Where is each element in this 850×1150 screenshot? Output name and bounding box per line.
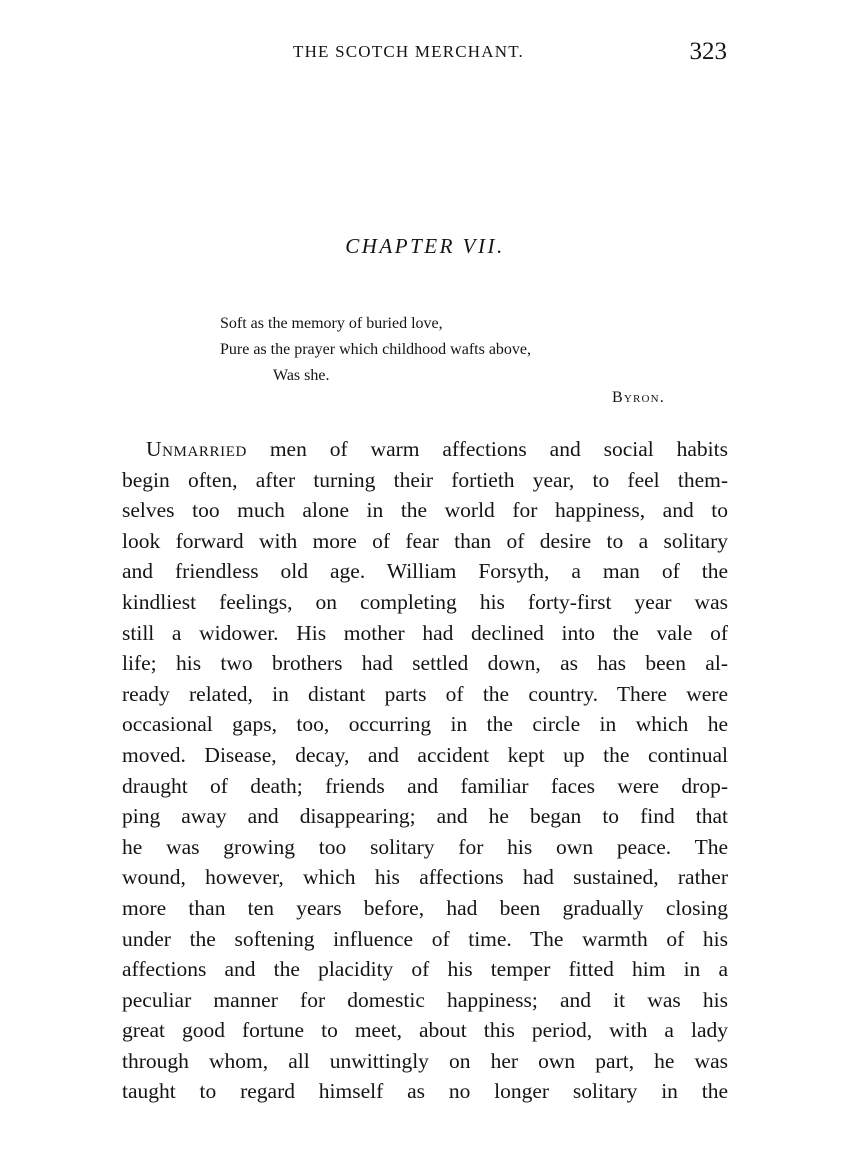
epigraph-line: Pure as the prayer which childhood wafts above, <box>220 341 532 358</box>
page-number: 323 <box>689 38 727 65</box>
body-line: begin often, after turning their fortieth year, to feel them- <box>122 467 728 492</box>
body-line: wound, however, which his affections had sustained, rather <box>122 865 728 890</box>
epigraph-line: Was she. <box>273 367 330 384</box>
body-line: look forward with more of fear than of desire to a solitary <box>122 528 728 553</box>
running-head <box>122 40 727 70</box>
body-line: peculiar manner for domestic happiness; and it was his <box>122 987 728 1012</box>
body-line: under the softening influence of time. The warmth of his <box>122 926 728 951</box>
body-line: kindliest feelings, on completing his forty-first year was <box>122 589 728 614</box>
body-line: he was growing too solitary for his own peace. The <box>122 834 728 859</box>
body-line: more than ten years before, had been gradually closing <box>122 895 728 920</box>
chapter-heading: CHAPTER VII. <box>345 234 505 258</box>
body-line: great good fortune to meet, about this period, with a lady <box>122 1018 728 1043</box>
epigraph-attribution: Byron. <box>611 389 665 406</box>
body-line: and friendless old age. William Forsyth, a man of the <box>122 559 728 584</box>
running-title: THE SCOTCH MERCHANT. <box>293 42 524 61</box>
body-line: life; his two brothers had settled down, as has been al- <box>122 651 728 676</box>
body-line: selves too much alone in the world for happiness, and to <box>122 498 728 523</box>
body-line <box>122 434 728 465</box>
body-line: through whom, all unwittingly on her own part, he was <box>122 1048 728 1073</box>
body-line: ready related, in distant parts of the country. There were <box>122 681 728 706</box>
body-line: affections and the placidity of his temper fitted him in a <box>122 957 728 982</box>
body-line: still a widower. His mother had declined into the vale of <box>122 620 728 645</box>
body-line-text: men of warm affections and social habits <box>246 437 728 461</box>
opening-word: Unmarried <box>146 437 247 461</box>
body-line: draught of death; friends and familiar faces were drop- <box>122 773 728 798</box>
epigraph-line: Soft as the memory of buried love, <box>220 315 443 332</box>
body-line: moved. Disease, decay, and accident kept up the continual <box>122 742 728 767</box>
body-line: ping away and disappearing; and he began to find that <box>122 804 728 829</box>
body-line: occasional gaps, too, occurring in the circle in which he <box>122 712 728 737</box>
body-line: taught to regard himself as no longer solitary in the <box>122 1079 728 1104</box>
epigraph <box>220 311 665 411</box>
body-paragraph <box>122 434 728 1107</box>
